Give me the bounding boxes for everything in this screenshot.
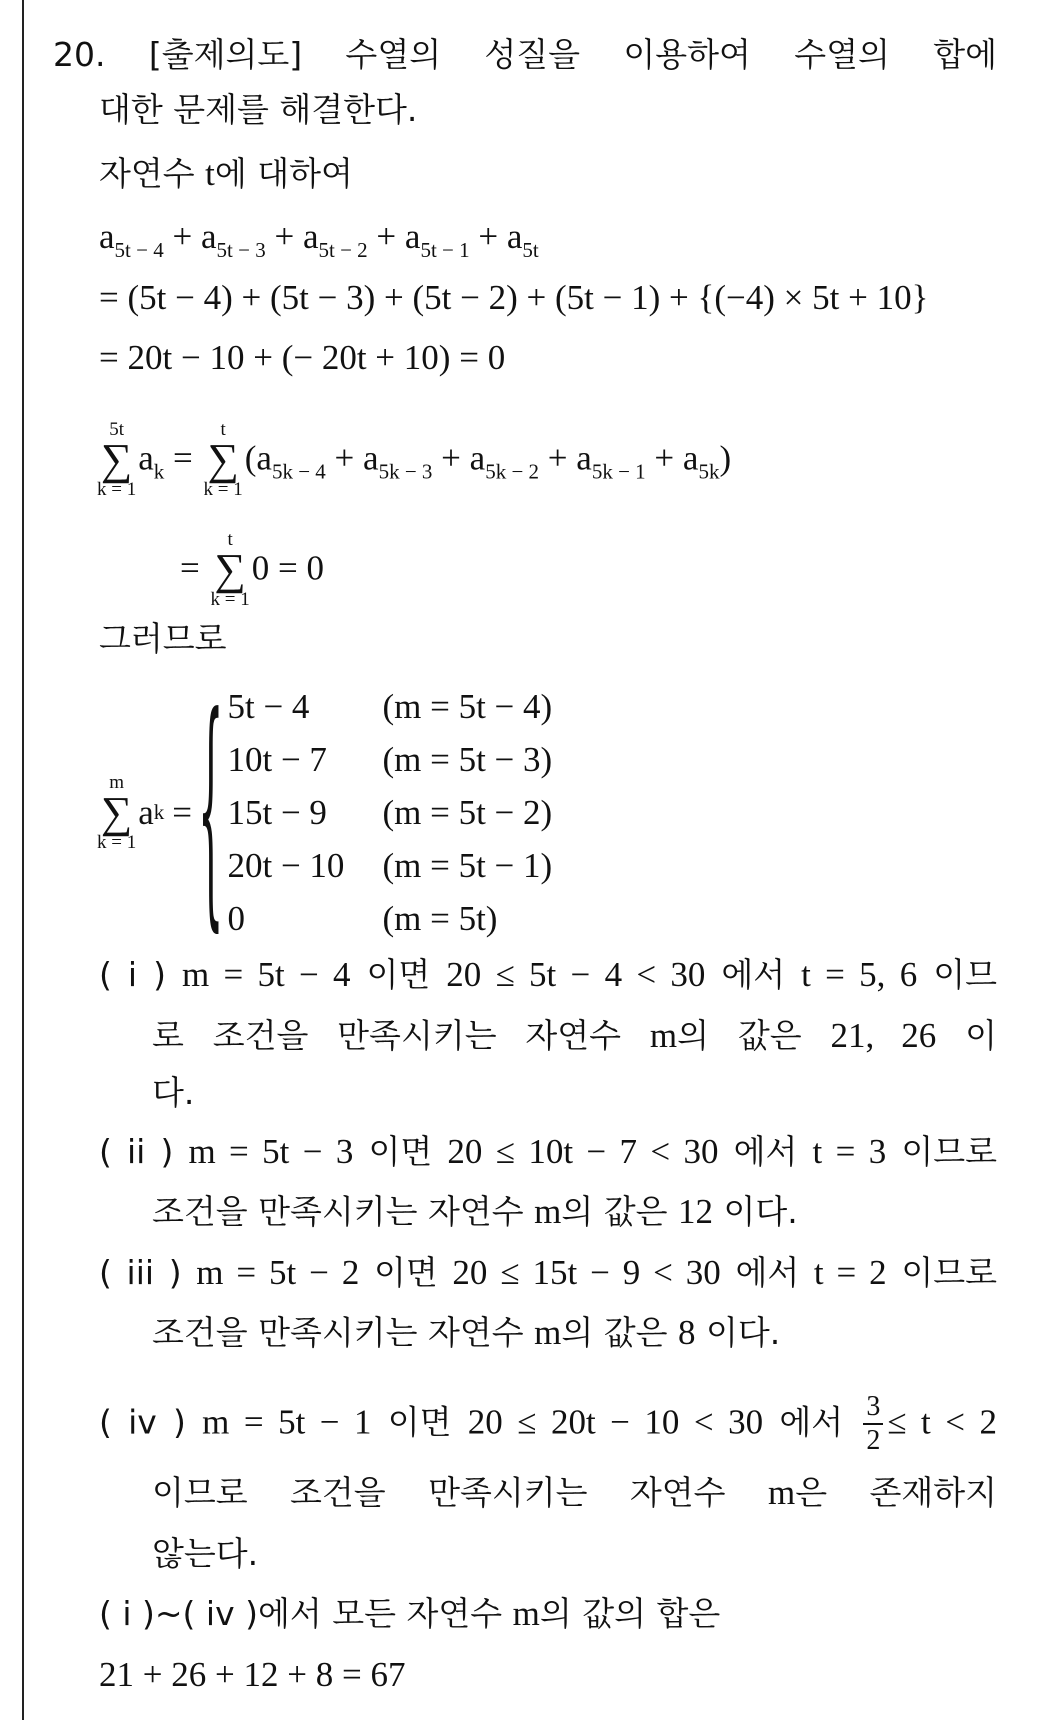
math-expression: t = 3 (812, 1132, 887, 1171)
text-segment: 로 조건을 만족시키는 자연수 (152, 1016, 650, 1055)
math-expression: m = 5t − 2 (196, 1253, 360, 1292)
math-subscript: 5k − 1 (591, 459, 646, 484)
text-line (152, 1192, 798, 1232)
math-expression: + a (265, 217, 319, 256)
sigma-upper-limit: t (227, 529, 233, 550)
math-subscript: 5k (698, 459, 720, 484)
sigma-symbol (97, 773, 136, 853)
math-subscript: 5t − 4 (114, 238, 164, 262)
text-segment: 대한 문제를 해결한다. (99, 90, 418, 129)
fraction (863, 1391, 883, 1457)
text-segment: 이므로 (886, 1132, 997, 1171)
piecewise-sum-equation (95, 669, 553, 956)
math-expression: (a (244, 438, 272, 478)
text-segment: 자연수 (99, 154, 206, 193)
math-subscript: 5k − 4 (271, 459, 326, 484)
math-expression: 20 ≤ 15t − 9 < 30 (452, 1253, 721, 1292)
math-subscript: 5t − 3 (216, 238, 266, 262)
case-value: 15t − 9 (227, 792, 327, 832)
math-expression: a (99, 217, 115, 256)
text-segment: 에서 (705, 955, 802, 994)
case-row (227, 680, 552, 733)
fraction-denominator: 2 (866, 1425, 881, 1456)
text-line (152, 1313, 780, 1353)
sigma-lower-limit: k = 1 (203, 479, 243, 500)
text-segment: 에 대하여 (214, 154, 353, 193)
text-segment: 이다. (713, 1192, 798, 1231)
sigma-icon: ∑ (207, 435, 239, 484)
text-segment: 이면 (359, 1253, 453, 1292)
left-border-rule (22, 0, 24, 1720)
case-value: 20t − 10 (227, 845, 345, 885)
case-row (227, 839, 552, 892)
text-segment: ( i ) (99, 955, 182, 994)
math-expression: 8 (678, 1313, 696, 1352)
term-a: a (138, 792, 154, 832)
text-segment: 이다. (695, 1313, 781, 1352)
text-segment: 20. [출제의도] 수열의 성질을 이용하여 수열의 합에 (53, 35, 997, 74)
text-segment: 조건을 만족시키는 자연수 (152, 1313, 535, 1352)
case-value: 0 (227, 898, 245, 938)
sigma-upper-limit: m (109, 771, 124, 793)
text-line (99, 90, 417, 130)
left-brace-icon: { (198, 669, 224, 956)
text-line (99, 1132, 997, 1172)
math-expression: 12 (678, 1192, 713, 1231)
sigma-lower-limit: k = 1 (210, 589, 250, 610)
case-value: 5t − 4 (227, 686, 310, 726)
text-segment: 에서 (718, 1132, 813, 1171)
math-expression: a (138, 438, 154, 478)
text-line (99, 338, 505, 378)
math-expression: = (164, 438, 202, 478)
math-expression: m (767, 1473, 796, 1512)
text-line (180, 530, 324, 610)
text-segment: 그러므로 (99, 619, 227, 658)
math-expression: = (180, 548, 209, 588)
text-segment: 않는다. (152, 1534, 259, 1573)
case-condition: (m = 5t − 2) (382, 792, 553, 832)
math-expression: m (649, 1016, 678, 1055)
text-segment: ( iv ) (99, 1402, 203, 1442)
text-segment: 이면 (371, 1402, 468, 1442)
case-row (227, 786, 552, 839)
text-line (99, 955, 997, 995)
text-segment: 이 (936, 1016, 998, 1055)
case-condition: (m = 5t − 3) (382, 739, 553, 779)
math-subscript: 5k − 3 (378, 459, 433, 484)
sigma-upper-limit: t (220, 419, 226, 440)
text-line (99, 154, 353, 194)
math-expression: + a (163, 217, 217, 256)
case-row (227, 892, 552, 945)
math-expression: m = 5t − 1 (202, 1402, 372, 1442)
text-segment: 의 값의 합은 (539, 1594, 721, 1633)
text-line (99, 1594, 720, 1634)
text-line (152, 1073, 194, 1113)
text-line (99, 217, 539, 270)
case-condition: (m = 5t) (382, 898, 498, 938)
text-segment: 은 존재하지 (795, 1473, 997, 1512)
text-segment: 이므로 (886, 1253, 997, 1292)
text-segment: ( i )~( iv )에서 모든 자연수 (99, 1594, 513, 1633)
text-segment: 조건을 만족시키는 자연수 (152, 1192, 535, 1231)
math-expression: 20 ≤ 5t − 4 < 30 (446, 955, 706, 994)
text-segment: 이면 (350, 955, 447, 994)
math-expression: 20 ≤ 20t − 10 < 30 (467, 1402, 764, 1442)
math-expression: + a (539, 438, 592, 478)
case-condition: (m = 5t − 4) (382, 686, 553, 726)
math-expression: 20 ≤ 10t − 7 < 30 (447, 1132, 719, 1171)
text-segment: 에서 (720, 1253, 814, 1292)
math-expression: m (534, 1192, 562, 1231)
math-expression: t = 5, 6 (801, 955, 918, 994)
text-line (99, 1391, 997, 1457)
text-line (95, 420, 731, 500)
math-expression: 0 = 0 (251, 548, 324, 588)
math-expression: m = 5t − 4 (181, 955, 351, 994)
text-line (99, 278, 928, 318)
sigma-upper-limit: 5t (109, 419, 124, 440)
math-expression: + a (432, 438, 486, 478)
math-expression: + a (469, 217, 523, 256)
text-segment: 의 값은 (561, 1192, 678, 1231)
text-line (99, 1253, 997, 1293)
math-subscript: k (153, 459, 165, 484)
text-line (152, 1534, 258, 1574)
math-expression: ) (719, 438, 732, 478)
math-subscript: 5t − 2 (318, 238, 368, 262)
math-expression: m (512, 1594, 540, 1633)
text-line (152, 1016, 997, 1056)
cases-rows (227, 680, 552, 945)
math-expression: + a (367, 217, 421, 256)
case-condition: (m = 5t − 1) (382, 845, 553, 885)
summation (204, 420, 243, 500)
math-expression: + a (325, 438, 379, 478)
equals-sign: = (172, 792, 193, 832)
text-segment: 이므로 조건을 만족시키는 자연수 (152, 1473, 768, 1512)
text-line (99, 1655, 405, 1695)
case-value: 10t − 7 (227, 739, 327, 779)
math-expression: ≤ t < 2 (887, 1402, 997, 1442)
math-subscript: 5t − 1 (420, 238, 470, 262)
text-segment: 에서 (763, 1402, 860, 1442)
sigma-icon: ∑ (214, 545, 246, 594)
text-segment: 이므 (917, 955, 997, 994)
summation (211, 530, 250, 610)
text-segment: ( ii ) (99, 1132, 189, 1171)
math-expression: m = 5t − 3 (188, 1132, 354, 1171)
case-row (227, 733, 552, 786)
math-subscript: 5k − 2 (485, 459, 540, 484)
summation (97, 420, 136, 500)
sigma-icon: ∑ (100, 435, 133, 484)
math-expression: t (205, 154, 215, 193)
math-expression: m (534, 1313, 562, 1352)
math-expression: + a (645, 438, 699, 478)
text-segment: 의 값은 (677, 1016, 831, 1055)
math-expression: 21, 26 (830, 1016, 937, 1055)
text-segment: 다. (152, 1073, 195, 1112)
text-line (152, 1473, 997, 1513)
text-line (99, 619, 227, 659)
text-segment: 의 값은 (561, 1313, 678, 1352)
math-expression: = 20t − 10 + (− 20t + 10) = 0 (99, 338, 506, 377)
math-expression: 21 + 26 + 12 + 8 = 67 (99, 1655, 406, 1694)
math-expression: = (5t − 4) + (5t − 3) + (5t − 2) + (5t − 1) + {(−4) × 5t + 10} (99, 278, 929, 317)
term-subscript: k (153, 800, 165, 824)
text-line (53, 35, 997, 75)
text-segment: 이면 (353, 1132, 448, 1171)
math-expression: t = 2 (813, 1253, 887, 1292)
sigma-icon: ∑ (100, 787, 133, 837)
math-subscript: 5t (522, 238, 539, 262)
fraction-numerator: 3 (863, 1391, 883, 1425)
cases-lhs (95, 773, 192, 853)
sigma-lower-limit: k = 1 (97, 479, 137, 500)
text-segment: ( iii ) (99, 1253, 197, 1292)
sigma-lower-limit: k = 1 (97, 831, 137, 853)
